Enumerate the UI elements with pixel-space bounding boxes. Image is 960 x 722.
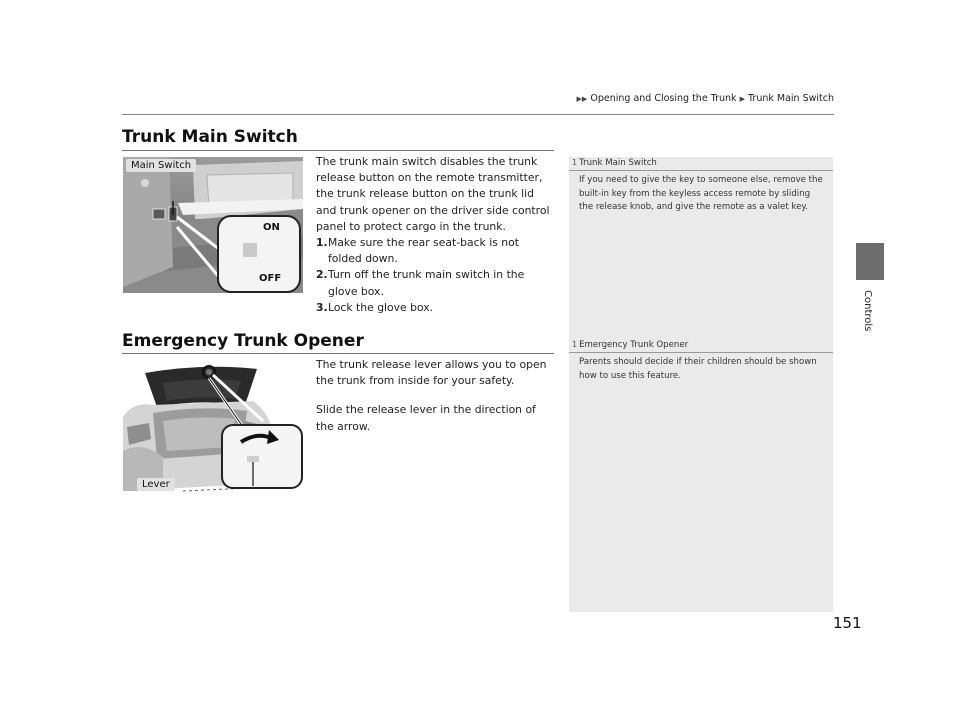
step-text: Turn off the trunk main switch in the glove box.: [328, 268, 525, 298]
switch-knob-icon: [243, 243, 257, 257]
breadcrumb-topic[interactable]: Trunk Main Switch: [748, 93, 834, 104]
section-title-emergency-trunk-opener: Emergency Trunk Opener: [122, 331, 364, 351]
note-marker-icon: 1: [572, 340, 578, 349]
trunk-main-switch-figure: [123, 157, 303, 293]
section-title-trunk-main-switch: Trunk Main Switch: [122, 127, 298, 147]
breadcrumb-marker-icon: ▶▶: [576, 95, 588, 103]
emergency-paragraph: Slide the release lever in the direction of the arrow.: [316, 403, 536, 433]
emergency-trunk-opener-body: [316, 357, 554, 435]
trunk-main-switch-intro: The trunk main switch disables the trunk release button on the remote transmitter, the trunk release button on the trunk lid and trunk opener on the driver side control panel to protect cargo in the trunk.: [316, 155, 550, 233]
step-item: [316, 235, 554, 267]
note-title-text: Trunk Main Switch: [579, 158, 657, 168]
chapter-tab-label: Controls: [862, 290, 873, 332]
lever-callout: Lever: [137, 478, 175, 491]
switch-on-label: ON: [263, 222, 280, 233]
section-divider: [122, 150, 554, 151]
page-number: 151: [833, 614, 862, 632]
lever-detail-inset: [221, 424, 303, 489]
note-divider: [569, 352, 833, 353]
chapter-tab: [856, 243, 884, 280]
step-item: [316, 267, 554, 299]
steps-list: [316, 235, 554, 316]
note-text-emergency-trunk-opener: Parents should decide if their children should be shown how to use this feature.: [579, 357, 817, 381]
main-switch-callout: Main Switch: [126, 159, 196, 172]
note-title-text: Emergency Trunk Opener: [579, 340, 689, 350]
step-number: 3.: [316, 300, 328, 314]
note-marker-icon: 1: [572, 158, 578, 167]
breadcrumb: [548, 93, 834, 104]
note-title-trunk-main-switch: [572, 158, 657, 168]
notes-sidebar: [569, 157, 833, 612]
switch-detail-inset: [217, 215, 301, 293]
emergency-paragraph: The trunk release lever allows you to open the trunk from inside for your safety.: [316, 358, 547, 388]
arrow-icon: [223, 426, 301, 487]
section-divider: [122, 353, 554, 354]
note-title-emergency-trunk-opener: [572, 340, 688, 350]
step-number: 1.: [316, 236, 328, 250]
step-item: [316, 300, 554, 316]
note-divider: [569, 170, 833, 171]
trunk-main-switch-body: [316, 154, 554, 316]
breadcrumb-separator-icon: ▶: [739, 95, 745, 103]
step-text: Lock the glove box.: [328, 300, 434, 314]
breadcrumb-section[interactable]: Opening and Closing the Trunk: [590, 93, 737, 104]
step-number: 2.: [316, 268, 328, 282]
note-text-trunk-main-switch: If you need to give the key to someone else, remove the built-in key from the keyless access remote by sliding the release knob, and give the remote as a valet key.: [579, 175, 823, 212]
emergency-trunk-opener-figure: [123, 361, 303, 496]
step-text: Make sure the rear seat-back is not folded down.: [328, 236, 519, 266]
header-divider: [122, 114, 834, 115]
switch-off-label: OFF: [259, 273, 282, 284]
